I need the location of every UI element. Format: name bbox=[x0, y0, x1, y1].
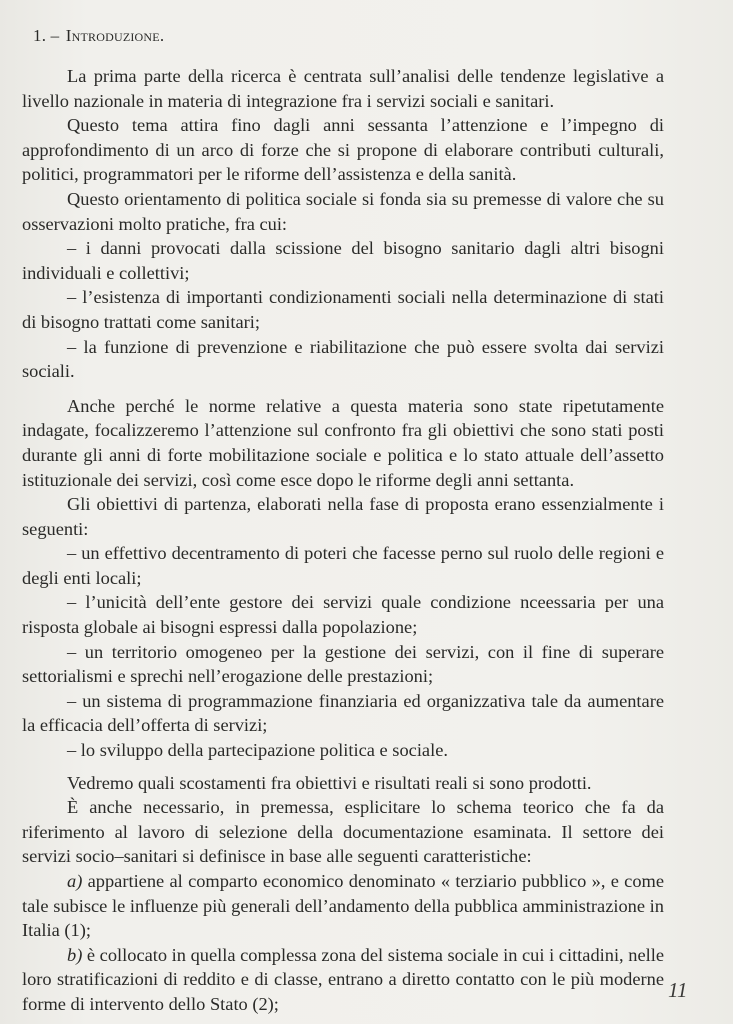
paragraph bbox=[22, 187, 664, 236]
paragraph bbox=[22, 394, 664, 492]
list-item bbox=[22, 541, 664, 590]
paragraph-text: Anche perché le norme relative a questa materia sono state ripetutamente indagate, focalizzeremo l’attenzione sul confronto fra gli obiettivi che sono stati posti durante gli anni di forte mobilitazione sociale e politica e lo stato attuale dell’assetto istituzionale dei servizi, così come esce dopo le riforme degli anni settanta. bbox=[22, 395, 664, 490]
paragraph bbox=[22, 943, 664, 1017]
paragraph-text: è collocato in quella complessa zona del sistema sociale in cui i cittadini, nelle loro stratificazioni di reddito e di classe, entrano a diretto contatto con le più moderne forme di intervento dello Stato (2); bbox=[22, 944, 664, 1014]
paragraph-text: – un sistema di programmazione finanziaria ed organizzativa tale da aumentare la efficacia dell’offerta di servizi; bbox=[22, 690, 664, 736]
paragraph bbox=[22, 795, 664, 869]
body-text bbox=[22, 64, 664, 1017]
paragraph-text: – l’unicità dell’ente gestore dei servizi quale condizione nceessaria per una risposta globale ai bisogni espressi dalla popolazione; bbox=[22, 592, 664, 638]
paragraph-text: – un effettivo decentramento di poteri che facesse perno sul ruolo delle regioni e degli enti locali; bbox=[22, 543, 664, 588]
list-item bbox=[22, 236, 664, 285]
paragraph-text: Questo tema attira fino dagli anni sessanta l’attenzione e l’impegno di approfondimento di un arco di forze che si propone di elaborare contributi culturali, politici, programmatori per le riforme dell’assistenza e della sanità. bbox=[22, 115, 664, 185]
paragraph-text: – lo sviluppo della partecipazione politica e sociale. bbox=[67, 740, 448, 761]
item-label: a) bbox=[67, 871, 83, 891]
list-item bbox=[22, 689, 664, 738]
paragraph-text: È anche necessario, in premessa, esplicitare lo schema teorico che fa da riferimento al lavoro di selezione della documentazione esaminata. Il settore dei servizi socio–sanitari si definisce in base alle seguenti caratteristiche: bbox=[22, 797, 664, 867]
paragraph bbox=[22, 771, 664, 796]
paragraph bbox=[22, 113, 664, 187]
list-item bbox=[22, 590, 664, 639]
paragraph-text: appartiene al comparto economico denominato « terziario pubblico », e come tale subisce le influenze più generali dell’andamento della pubblica amministrazione in Italia (1); bbox=[22, 871, 664, 941]
paragraph bbox=[22, 869, 664, 943]
list-item bbox=[22, 335, 664, 384]
list-item bbox=[22, 285, 664, 334]
item-label: b) bbox=[67, 944, 83, 965]
page-number: 11 bbox=[668, 978, 688, 1002]
section-title: Introduzione. bbox=[65, 26, 165, 45]
paragraph bbox=[22, 64, 664, 113]
paragraph-text: – la funzione di prevenzione e riabilitazione che può essere svolta dai servizi sociali. bbox=[22, 336, 664, 382]
list-item bbox=[22, 640, 664, 689]
paragraph-text: Gli obiettivi di partenza, elaborati nella fase di proposta erano essenzialmente i seguenti: bbox=[22, 494, 664, 539]
section-number: 1. – bbox=[33, 26, 60, 45]
paragraph-text: – i danni provocati dalla scissione del bisogno sanitario dagli altri bisogni individuali e collettivi; bbox=[22, 238, 664, 283]
paragraph-text: – l’esistenza di importanti condizionamenti sociali nella determinazione di stati di bisogno trattati come sanitari; bbox=[22, 287, 664, 332]
paragraph bbox=[22, 492, 664, 541]
section-heading bbox=[33, 26, 164, 46]
paragraph-text: Vedremo quali scostamenti fra obiettivi e risultati reali si sono prodotti. bbox=[67, 772, 592, 793]
list-item bbox=[22, 738, 664, 763]
paragraph-text: – un territorio omogeneo per la gestione dei servizi, con il fine di superare settorialismi e sprechi nell’erogazione delle prestazioni; bbox=[22, 641, 664, 687]
paragraph-text: La prima parte della ricerca è centrata sull’analisi delle tendenze legislative a livello nazionale in materia di integrazione fra i servizi sociali e sanitari. bbox=[22, 66, 664, 111]
paragraph-text: Questo orientamento di politica sociale si fonda sia su premesse di valore che su osservazioni molto pratiche, fra cui: bbox=[22, 188, 664, 234]
